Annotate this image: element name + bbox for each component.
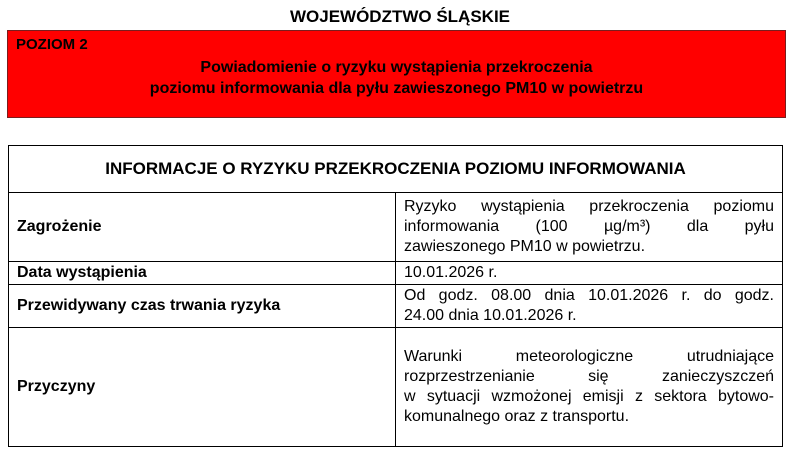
row-value-date bbox=[396, 262, 783, 285]
row-value-duration bbox=[396, 285, 783, 328]
table-row bbox=[9, 328, 783, 447]
row-value-threat bbox=[396, 193, 783, 262]
value-line: Ryzyko wystąpienia przekroczenia poziomu bbox=[404, 198, 774, 215]
region-title: WOJEWÓDZTWO ŚLĄSKIE bbox=[289, 7, 511, 26]
value-line: komunalnego oraz z transportu. bbox=[404, 408, 630, 425]
row-value-causes bbox=[396, 328, 783, 447]
row-label-causes: Przyczyny bbox=[9, 328, 396, 447]
value-line: informowania (100 µg/m³) dla pyłu bbox=[404, 218, 774, 235]
value-line: rozprzestrzenianie się zanieczyszczeń bbox=[404, 368, 774, 385]
value-line: 10.01.2026 r. bbox=[404, 264, 498, 281]
table-row bbox=[9, 193, 783, 262]
alert-title-line-1: Powiadomienie o ryzyku wystąpienia przekroczenia bbox=[200, 59, 593, 76]
alert-title-line-2: poziomu informowania dla pyłu zawieszonego PM10 w powietrzu bbox=[149, 80, 644, 97]
table-row bbox=[9, 262, 783, 285]
value-line: 24.00 dnia 10.01.2026 r. bbox=[404, 307, 577, 324]
table-heading: INFORMACJE O RYZYKU PRZEKROCZENIA POZIOMU INFORMOWANIA bbox=[9, 146, 783, 193]
alert-level-label: POZIOM 2 bbox=[16, 36, 88, 53]
alert-banner bbox=[7, 30, 786, 118]
row-label-duration: Przewidywany czas trwania ryzyka bbox=[9, 285, 396, 328]
risk-info-table bbox=[8, 145, 783, 447]
value-line: w sytuacji wzmożonej emisji z sektora bytowo- bbox=[404, 388, 774, 405]
value-line: zawieszonego PM10 w powietrzu. bbox=[404, 238, 646, 255]
value-line: Warunki meteorologiczne utrudniające bbox=[404, 348, 774, 365]
row-label-threat: Zagrożenie bbox=[9, 193, 396, 262]
table-row bbox=[9, 285, 783, 328]
row-label-date: Data wystąpienia bbox=[9, 262, 396, 285]
value-line: Od godz. 08.00 dnia 10.01.2026 r. do godz. bbox=[404, 287, 774, 304]
